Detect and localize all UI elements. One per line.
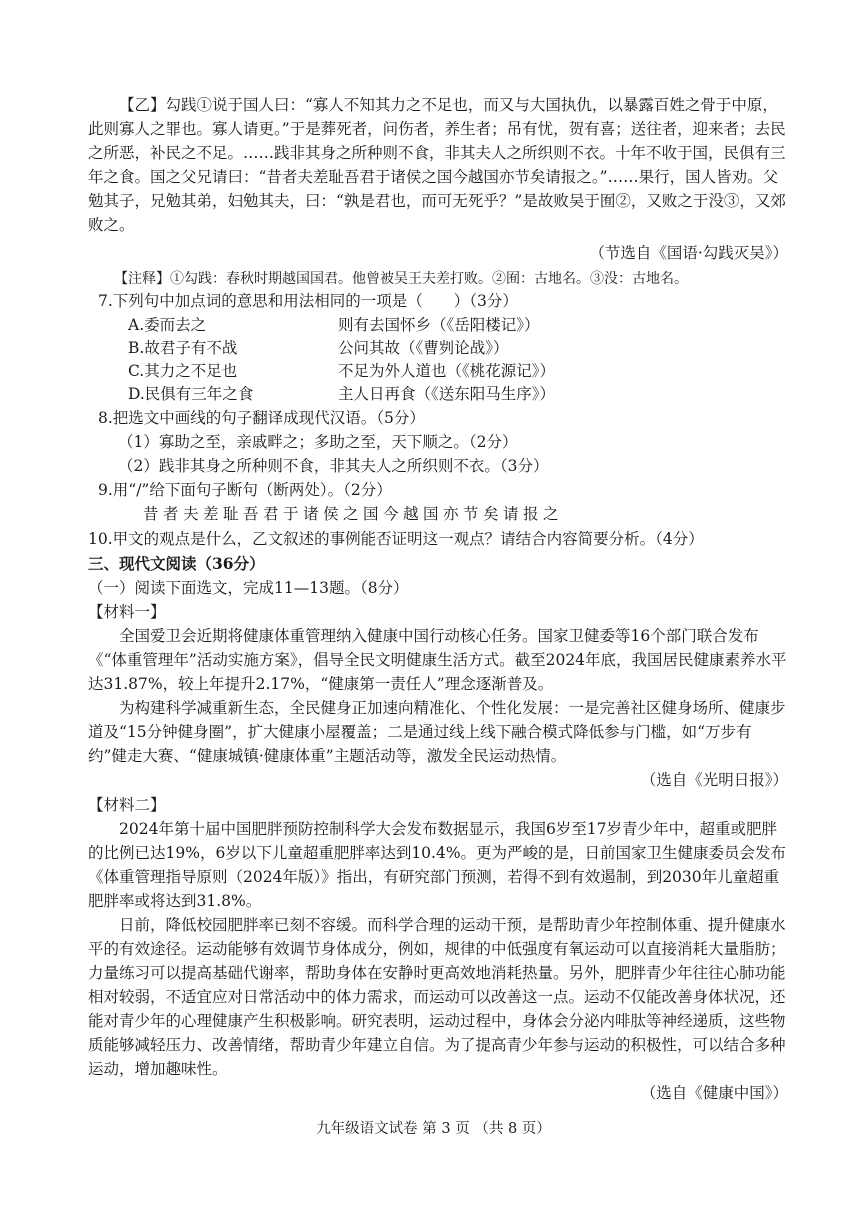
q7-option-b-left: B.故君子有不战: [128, 339, 238, 357]
section-3: [88, 552, 808, 600]
section-3-title: 三、现代文阅读（36分）: [88, 554, 265, 573]
q10-stem: 10.甲文的观点是什么，乙文叙述的事例能否证明这一观点？请结合内容简要分析。（4分）: [88, 530, 704, 548]
material-2-title: 【材料二】: [88, 796, 166, 814]
passage-b-notes: 【注释】①勾践：春秋时期越国国君。他曾被吴王夫差打败。②囿：古地名。③没：古地名。: [114, 271, 688, 287]
q7-option-a-left: A.委而去之: [128, 316, 207, 334]
q7-option-d-right: 主人日再食（《送东阳马生序》）: [338, 385, 556, 403]
material-1: [88, 600, 788, 792]
q7-option-c: [98, 359, 798, 382]
question-8: [98, 406, 798, 478]
material-1-para2: 为构建科学减重新生态，全民健身正加速向精准化、个性化发展：一是完善社区健身场所、健康步道及“15分钟健身圈”，扩大健康小屋覆盖；二是通过线上线下融合模式降低参与门槛，如“万步有约”健走大赛、“健康城镇·健康体重”主题活动等，激发全民运动热情。: [88, 699, 786, 765]
question-9: [98, 478, 798, 526]
passage-b: [88, 93, 788, 237]
page-footer: 九年级语文试卷 第 3 页 （共 8 页）: [316, 1121, 551, 1137]
material-1-title: 【材料一】: [88, 603, 166, 621]
q7-option-c-right: 不足为外人道也（《桃花源记》）: [338, 362, 556, 380]
q7-option-a: [98, 313, 798, 336]
q8-sub1: （1）寡助之至，亲戚畔之；多助之至，天下顺之。（2分）: [118, 433, 518, 451]
question-7: [98, 289, 798, 405]
q9-stem: 9.用“/”给下面句子断句（断两处）。（2分）: [98, 481, 392, 499]
q7-option-b: [98, 336, 798, 359]
q7-option-d: [98, 382, 798, 405]
q7-option-d-left: D.民俱有三年之食: [128, 385, 254, 403]
passage-b-source: （节选自《国语·勾践灭吴》）: [589, 244, 788, 262]
q8-stem: 8.把选文中画线的句子翻译成现代汉语。（5分）: [98, 409, 425, 427]
q7-option-c-left: C.其力之不足也: [128, 362, 238, 380]
q7-option-a-right: 则有去国怀乡（《岳阳楼记》）: [338, 316, 540, 334]
material-1-para1: 全国爱卫会近期将健康体重管理纳入健康中国行动核心任务。国家卫健委等16个部门联合发布《“体重管理年”活动实施方案》，倡导全民文明健康生活方式。截至2024年底，我国居民健康素养水平达31.87%，较上年提升2.17%，“健康第一责任人”理念逐渐普及。: [88, 627, 787, 693]
q9-sentence: 昔者夫差耻吾君于诸侯之国今越国亦节矣请报之: [143, 505, 564, 523]
q7-stem: 7.下列句中加点词的意思和用法相同的一项是（ ）（3分）: [98, 292, 518, 310]
passage-b-notes-block: [114, 267, 804, 291]
passage-b-text: 【乙】勾践①说于国人曰：“寡人不知其力之不足也，而又与大国执仇，以暴露百姓之骨于中原，此则寡人之罪也。寡人请更。”于是葬死者，问伤者，养生者；吊有忧，贺有喜；送往者，迎来者；去民之所恶，补民之不足。……践非其身之所种则不食，非其夫人之所织则不衣。十年不收于国，民俱有三年之食。国之父兄请曰：“昔者夫差耻吾君于诸侯之国今越国亦节矣请报之。”……果行，国人皆劝。父勉其子，兄勉其弟，妇勉其夫，曰：“孰是君也，而可无死乎？”是故败吴于囿②，又败之于没③，又郊败之。: [88, 96, 786, 234]
question-10: [88, 527, 808, 551]
material-2-para2: 日前，降低校园肥胖率已刻不容缓。而科学合理的运动干预，是帮助青少年控制体重、提升健康水平的有效途径。运动能够有效调节身体成分，例如，规律的中低强度有氧运动可以直接消耗大量脂肪；力量练习可以提高基础代谢率，帮助身体在安静时更高效地消耗热量。另外，肥胖青少年往往心肺功能相对较弱，不适宜应对日常活动中的体力需求，而运动可以改善这一点。运动不仅能改善身体状况，还能对青少年的心理健康产生积极影响。研究表明，运动过程中，身体会分泌内啡肽等神经递质，这些物质能够减轻压力、改善情绪，帮助青少年建立自信。为了提高青少年参与运动的积极性，可以结合多种运动，增加趣味性。: [88, 916, 786, 1078]
q8-sub2: （2）践非其身之所种则不食，非其夫人之所织则不衣。（3分）: [118, 457, 549, 475]
material-1-source: （选自《光明日报》）: [640, 771, 788, 789]
material-2-para1: 2024年第十届中国肥胖预防控制科学大会发布数据显示，我国6岁至17岁青少年中，超重或肥胖的比例已达19%，6岁以下儿童超重肥胖率达到10.4%。更为严峻的是，日前国家卫生健康委员会发布《体重管理指导原则（2024年版）》指出，有研究部门预测，若得不到有效遏制，到2030年儿童超重肥胖率或将达到31.8%。: [88, 820, 787, 910]
material-2: [88, 793, 788, 1105]
q7-option-b-right: 公问其故（《曹刿论战》）: [338, 339, 509, 357]
section-3-part1: （一）阅读下面选文，完成11—13题。（8分）: [88, 579, 409, 597]
material-2-source: （选自《健康中国》）: [640, 1084, 788, 1102]
passage-b-source-block: [88, 241, 788, 265]
